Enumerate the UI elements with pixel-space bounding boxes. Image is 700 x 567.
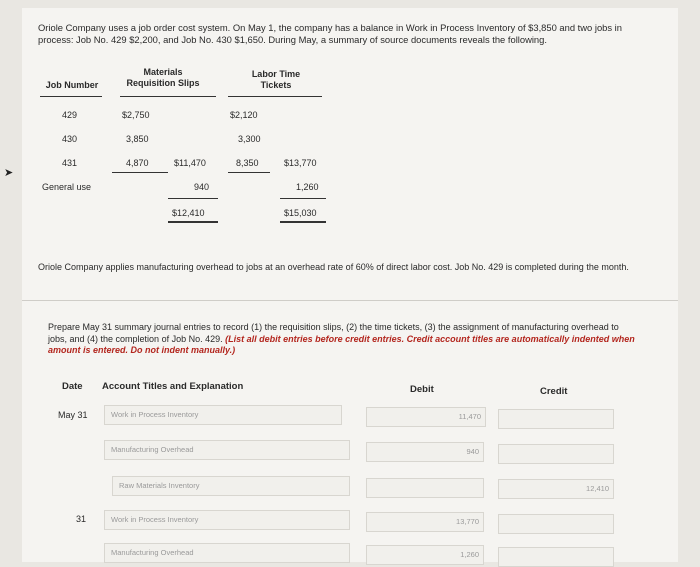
- journal-row3-account[interactable]: Raw Materials Inventory: [112, 476, 350, 496]
- journal-row3-debit[interactable]: [366, 478, 484, 498]
- header-labor: Labor Time Tickets: [251, 69, 301, 90]
- overhead-note: Oriole Company applies manufacturing overhead to jobs at an overhead rate of 60% of direct labor cost. Job No. 429 is completed during the month.: [38, 262, 629, 272]
- header-rule-materials: [120, 96, 216, 97]
- total-rule-lab-top: [280, 198, 326, 199]
- journal-header-date: Date: [62, 381, 83, 392]
- journal-header-account: Account Titles and Explanation: [102, 381, 244, 392]
- journal-row2-credit[interactable]: [498, 444, 614, 464]
- header-job-number: Job Number: [45, 80, 99, 90]
- journal-header-credit: Credit: [540, 386, 568, 397]
- journal-row5-credit[interactable]: [498, 547, 614, 567]
- journal-row4-debit[interactable]: 13,770: [366, 512, 484, 532]
- journal-row4-account[interactable]: Work in Process Inventory: [104, 510, 350, 530]
- row3-lab-total: $13,770: [284, 158, 317, 168]
- header-rule-labor: [228, 96, 322, 97]
- row2-mat: 3,850: [126, 134, 149, 144]
- subtotal-rule-lab: [228, 172, 270, 173]
- total-rule-mat-top: [168, 198, 218, 199]
- instructions-main: Prepare May 31 summary journal entries to record (1) the requisition slips, (2) the time tickets, (3) the assignment of manufacturing overhead to jobs, and (4) the completion of Job No. 429.: [48, 322, 619, 344]
- labor-total: $15,030: [284, 208, 317, 218]
- row3-mat-total: $11,470: [174, 158, 206, 168]
- journal-row1-debit[interactable]: 11,470: [366, 407, 486, 427]
- row3-mat: 4,870: [126, 158, 149, 168]
- instructions-note: (List all debit entries before credit entries. Credit account titles are automatically indented when amount is entered. Do not indent manually.): [48, 333, 635, 355]
- journal-row2-debit[interactable]: 940: [366, 442, 484, 462]
- materials-total: $12,410: [172, 208, 205, 218]
- journal-row1-date: May 31: [58, 410, 88, 420]
- journal-row1-credit[interactable]: [498, 409, 614, 429]
- header-materials: Materials Requisition Slips: [126, 67, 200, 88]
- row2-lab: 3,300: [238, 134, 261, 144]
- row3-job: 431: [62, 158, 78, 168]
- row1-lab: $2,120: [230, 110, 258, 120]
- journal-row4-credit[interactable]: [498, 514, 614, 534]
- row1-job: 429: [62, 110, 78, 120]
- subtotal-rule-mat: [112, 172, 168, 173]
- instructions: [48, 322, 638, 357]
- row4-mat-total: 940: [194, 182, 210, 192]
- total-rule-mat-bottom: [168, 221, 218, 223]
- row2-job: 430: [62, 134, 78, 144]
- cursor-arrow-icon: ➤: [4, 167, 14, 179]
- journal-row1-account[interactable]: Work in Process Inventory: [104, 405, 342, 425]
- journal-row5-account[interactable]: Manufacturing Overhead: [104, 543, 350, 563]
- header-rule-job: [40, 96, 102, 97]
- row1-mat: $2,750: [122, 110, 150, 120]
- journal-row3-credit[interactable]: 12,410: [498, 479, 614, 499]
- journal-row4-date: 31: [76, 514, 87, 524]
- journal-header-debit: Debit: [410, 384, 434, 395]
- journal-row2-account[interactable]: Manufacturing Overhead: [104, 440, 350, 460]
- section-divider: [22, 300, 678, 301]
- journal-row5-debit[interactable]: 1,260: [366, 545, 484, 565]
- row3-lab: 8,350: [236, 158, 259, 168]
- row4-job: General use: [42, 182, 92, 192]
- row4-lab-total: 1,260: [296, 182, 319, 192]
- problem-intro: Oriole Company uses a job order cost system. On May 1, the company has a balance in Work in Process Inventory of $3,850 and two jobs in process: Job No. 429 $2,200, and Job No. 430 $1,650. During May, a summary of source documents reveals the following.: [38, 22, 622, 45]
- total-rule-lab-bottom: [280, 221, 326, 223]
